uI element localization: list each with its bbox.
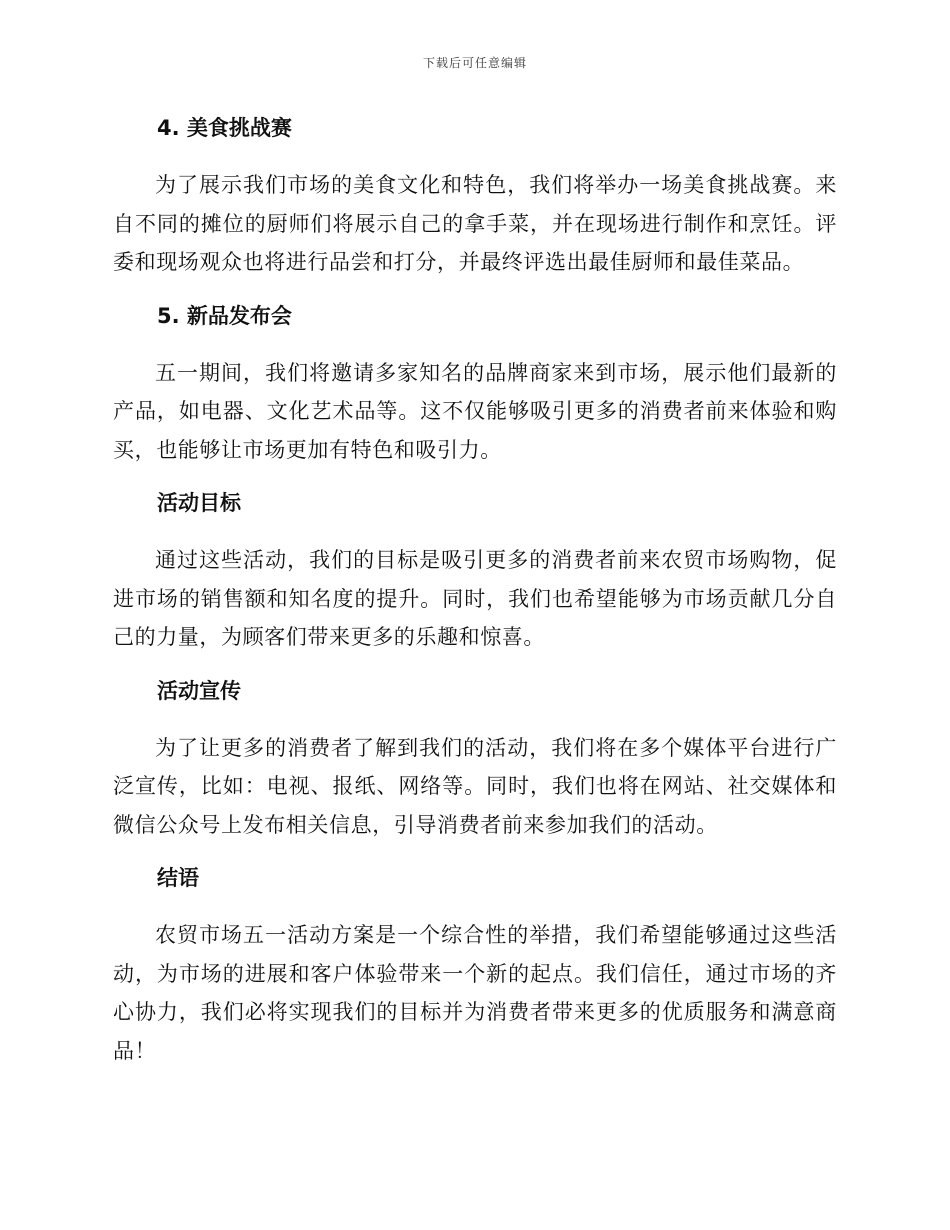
- section-heading-conclusion: 结语: [157, 866, 199, 890]
- section-paragraph-conclusion: 农贸市场五一活动方案是一个综合性的举措，我们希望能够通过这些活动，为市场的进展和客户体验带来一个新的起点。我们信任，通过市场的齐心协力，我们必将实现我们的目标并为消费者带来更多的优质服务和满意商品！: [113, 923, 837, 1063]
- section-paragraph-activity-goals: 通过这些活动，我们的目标是吸引更多的消费者前来农贸市场购物，促进市场的销售额和知名度的提升。同时，我们也希望能够为市场贡献几分自己的力量，为顾客们带来更多的乐趣和惊喜。: [113, 548, 837, 649]
- section-paragraph-product-launch: 五一期间，我们将邀请多家知名的品牌商家来到市场，展示他们最新的产品，如电器、文化艺术品等。这不仅能够吸引更多的消费者前来体验和购买，也能够让市场更加有特色和吸引力。: [113, 360, 837, 462]
- section-paragraph-activity-promotion: 为了让更多的消费者了解到我们的活动，我们将在多个媒体平台进行广泛宣传，比如：电视、报纸、网络等。同时，我们也将在网站、社交媒体和微信公众号上发布相关信息，引导消费者前来参加我们的活动。: [113, 735, 837, 837]
- section-heading-product-launch: 5. 新品发布会: [157, 303, 292, 328]
- header-note: 下载后可任意编辑: [422, 56, 527, 70]
- section-heading-activity-promotion: 活动宣传: [157, 678, 241, 703]
- section-heading-activity-goals: 活动目标: [157, 491, 241, 515]
- document-body: [113, 112, 837, 1088]
- section-paragraph-food-challenge: 为了展示我们市场的美食文化和特色，我们将举办一场美食挑战赛。来自不同的摊位的厨师们将展示自己的拿手菜，并在现场进行制作和烹饪。评委和现场观众也将进行品尝和打分，并最终评选出最佳厨师和最佳菜品。: [113, 173, 837, 274]
- section-heading-food-challenge: 4. 美食挑战赛: [157, 116, 292, 140]
